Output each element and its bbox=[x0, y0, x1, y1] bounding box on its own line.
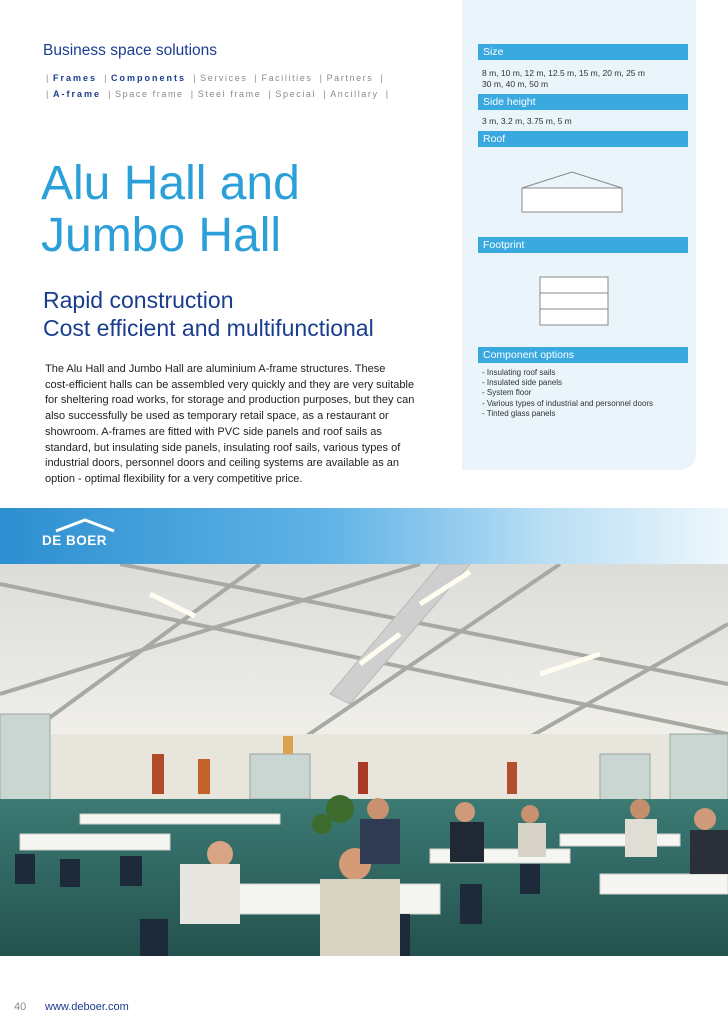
nav-a-frame[interactable]: A-frame bbox=[52, 89, 101, 99]
title-line-2: Jumbo Hall bbox=[41, 209, 282, 262]
nav-components[interactable]: Components bbox=[111, 73, 187, 83]
company-logo: DE BOER bbox=[42, 533, 108, 548]
size-values-line-1: 8 m, 10 m, 12 m, 12.5 m, 15 m, 20 m, 25 m bbox=[482, 68, 645, 78]
list-item: - Insulated side panels bbox=[482, 378, 563, 388]
nav-space-frame[interactable]: Space frame bbox=[115, 89, 184, 99]
list-item: - System floor bbox=[482, 388, 532, 398]
list-item: - Various types of industrial and personnel doors bbox=[482, 398, 654, 408]
component-options-list bbox=[482, 368, 653, 419]
footprint-diagram bbox=[538, 275, 610, 327]
nav-frames[interactable]: Frames bbox=[52, 73, 97, 83]
component-options-header: Component options bbox=[478, 347, 688, 363]
page-title bbox=[41, 158, 300, 262]
body-paragraph bbox=[45, 362, 435, 488]
logo-roof-icon bbox=[54, 517, 116, 533]
body-line: standard, but insulating side panels, insulating roof sails, various types of bbox=[45, 441, 401, 454]
nav-special[interactable]: Special bbox=[275, 89, 317, 99]
body-line: showroom. A-frames are fitted with PVC side panels and roof sails as bbox=[45, 425, 382, 438]
roof-profile-diagram bbox=[520, 168, 624, 214]
nav-partners[interactable]: Partners bbox=[326, 73, 374, 83]
side-height-values: 3 m, 3.2 m, 3.75 m, 5 m bbox=[482, 116, 572, 126]
body-line: also successfully be used as temporary retail space, as a restaurant or bbox=[45, 410, 389, 423]
list-item: - Tinted glass panels bbox=[482, 408, 556, 418]
category-nav: | Frames | Components | Services | Facilities | Partners | bbox=[46, 73, 385, 83]
body-line: industrial doors, personnel doors and ceiling systems are available as an bbox=[45, 457, 400, 470]
section-title: Business space solutions bbox=[43, 42, 218, 59]
website-link[interactable]: www.deboer.com bbox=[45, 1001, 129, 1013]
nav-steel-frame[interactable]: Steel frame bbox=[197, 89, 262, 99]
body-line: option - optimal flexibility for a very competitive price. bbox=[45, 472, 303, 485]
body-line: for sheltering road works, for storage and production purposes, but they can bbox=[45, 394, 415, 407]
subtitle-line-2: Cost efficient and multifunctional bbox=[43, 315, 374, 341]
subtitle-line-1: Rapid construction bbox=[43, 287, 234, 313]
nav-facilities[interactable]: Facilities bbox=[261, 73, 313, 83]
hall-interior-photo bbox=[0, 564, 728, 956]
size-header: Size bbox=[478, 44, 688, 60]
footprint-header: Footprint bbox=[478, 237, 688, 253]
body-line: The Alu Hall and Jumbo Hall are aluminium A-frame structures. These bbox=[45, 363, 386, 375]
roof-header: Roof bbox=[478, 131, 688, 147]
title-line-1: Alu Hall and bbox=[41, 157, 300, 210]
nav-ancillary[interactable]: Ancillary bbox=[330, 89, 379, 99]
size-values bbox=[482, 68, 687, 90]
nav-services[interactable]: Services bbox=[200, 73, 248, 83]
side-height-header: Side height bbox=[478, 94, 688, 110]
page-subtitle bbox=[43, 286, 374, 342]
page-number: 40 bbox=[14, 1001, 27, 1013]
size-values-line-2: 30 m, 40 m, 50 m bbox=[482, 79, 549, 89]
list-item: - Insulating roof sails bbox=[482, 368, 556, 377]
subcategory-nav: | A-frame | Space frame | Steel frame | Special | Ancillary | bbox=[46, 89, 390, 99]
body-line: cost-efficient halls can be assembled very quickly and they are very suitable bbox=[45, 378, 415, 391]
